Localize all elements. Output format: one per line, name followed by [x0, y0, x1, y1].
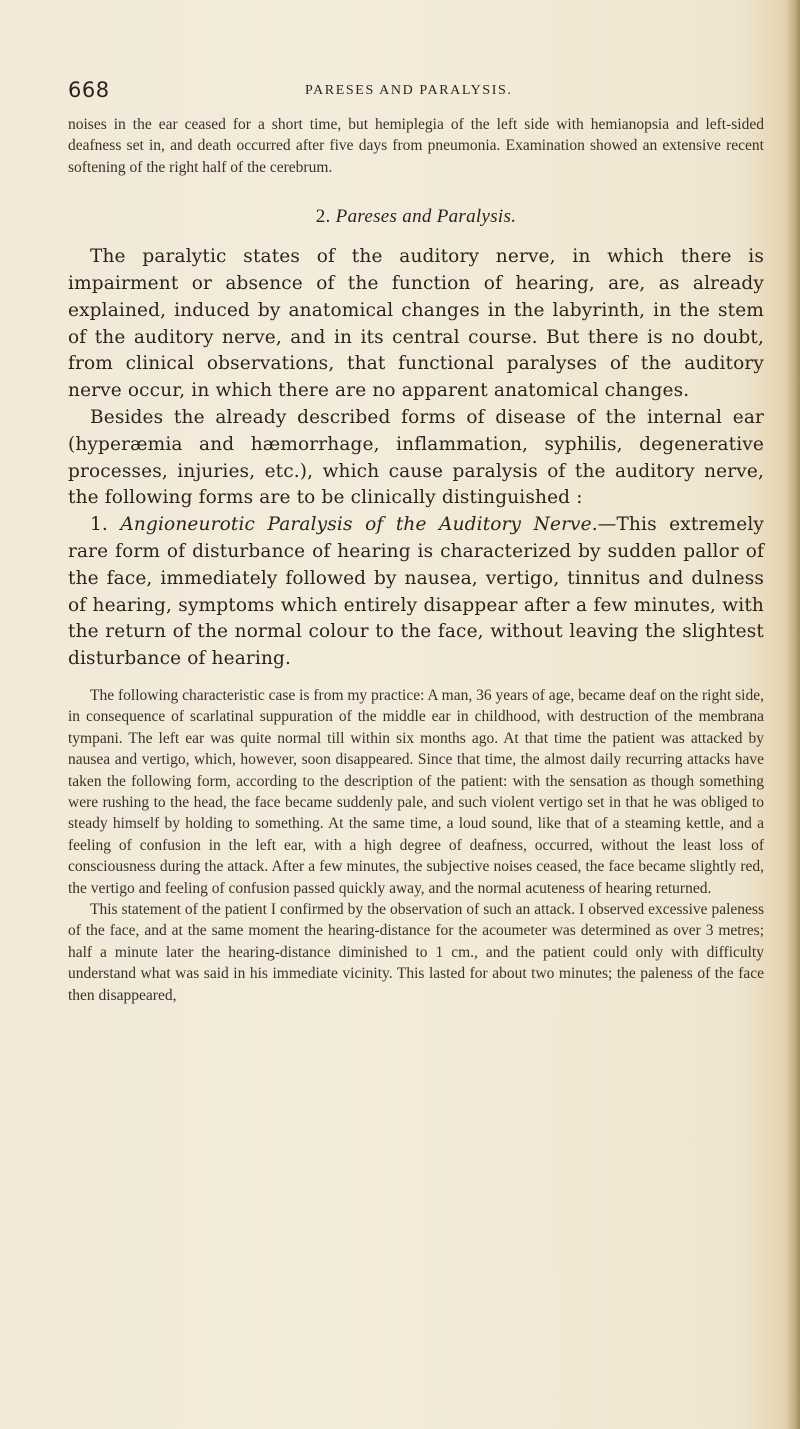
section-heading: [68, 206, 764, 228]
page-body: [68, 114, 764, 1006]
page-header: [68, 78, 748, 108]
paragraph-forms: Besides the already described forms of disease of the internal ear (hyperæmia and hæmorrhage, inflammation, syphilis, degenerative processes, injuries, etc.), which cause paralysis of the auditory nerve, the following forms are to be clinically distinguished :: [68, 407, 764, 509]
item-text: —This extremely rare form of disturbance of hearing is characterized by sudden pallor of the face, immediately followed by nausea, vertigo, tinnitus and dulness of hearing, symptoms which entirely disappear after a few minutes, with the return of the normal colour to the face, without leaving the slightest disturbance of hearing.: [68, 514, 764, 670]
item-title: Angioneurotic Paralysis of the Auditory Nerve.: [120, 514, 598, 536]
continued-paragraph: noises in the ear ceased for a short time, but hemiplegia of the left side with hemianopsia and left-sided deafness set in, and death occurred after five days from pneumonia. Examination showed an extensive recent softening of the right half of the cerebrum.: [68, 116, 764, 176]
paragraph-angioneurotic: [68, 512, 764, 673]
running-head: PARESES AND PARALYSIS.: [305, 83, 513, 98]
section-number: 2.: [315, 206, 331, 228]
observation-paragraph: This statement of the patient I confirmed by the observation of such an attack. I observed excessive paleness of the face, and at the same moment the hearing-distance for the acoumeter was determined as over 3 metres; half a minute later the hearing-distance diminished to 1 cm., and the patient could only with difficulty understand what was said in his immediate vicinity. This lasted for about two minutes; the paleness of the face then disappeared,: [68, 901, 764, 1004]
page-number: 668: [68, 78, 110, 102]
paragraph-intro: The paralytic states of the auditory nerve, in which there is impairment or absence of the function of hearing, are, as already explained, induced by anatomical changes in the labyrinth, in the stem of the auditory nerve, and in its central course. But there is no doubt, from clinical observations, that functional paralyses of the auditory nerve occur, in which there are no apparent anatomical changes.: [68, 246, 764, 402]
item-number: 1.: [90, 514, 108, 536]
section-title: Pareses and Paralysis.: [335, 206, 517, 228]
page-edge-shadow: [786, 0, 800, 1429]
case-paragraph: The following characteristic case is from my practice: A man, 36 years of age, became deaf on the right side, in consequence of scarlatinal suppuration of the middle ear in childhood, with destruction of the membrana tympani. The left ear was quite normal till within six months ago. At that time the patient was attacked by nausea and vertigo, which, however, soon disappeared. Since that time, the almost daily recurring attacks have taken the following form, according to the description of the patient: with the sensation as though something were rushing to the head, the face became suddenly pale, and such violent vertigo set in that he was obliged to steady himself by holding to something. At the same time, a loud sound, like that of a steaming kettle, and a feeling of confusion in the left ear, with a high degree of deafness, occurred, without the least loss of consciousness during the attack. After a few minutes, the subjective noises ceased, the face became slightly red, the vertigo and feeling of confusion passed quickly away, and the normal acuteness of hearing returned.: [68, 686, 764, 897]
